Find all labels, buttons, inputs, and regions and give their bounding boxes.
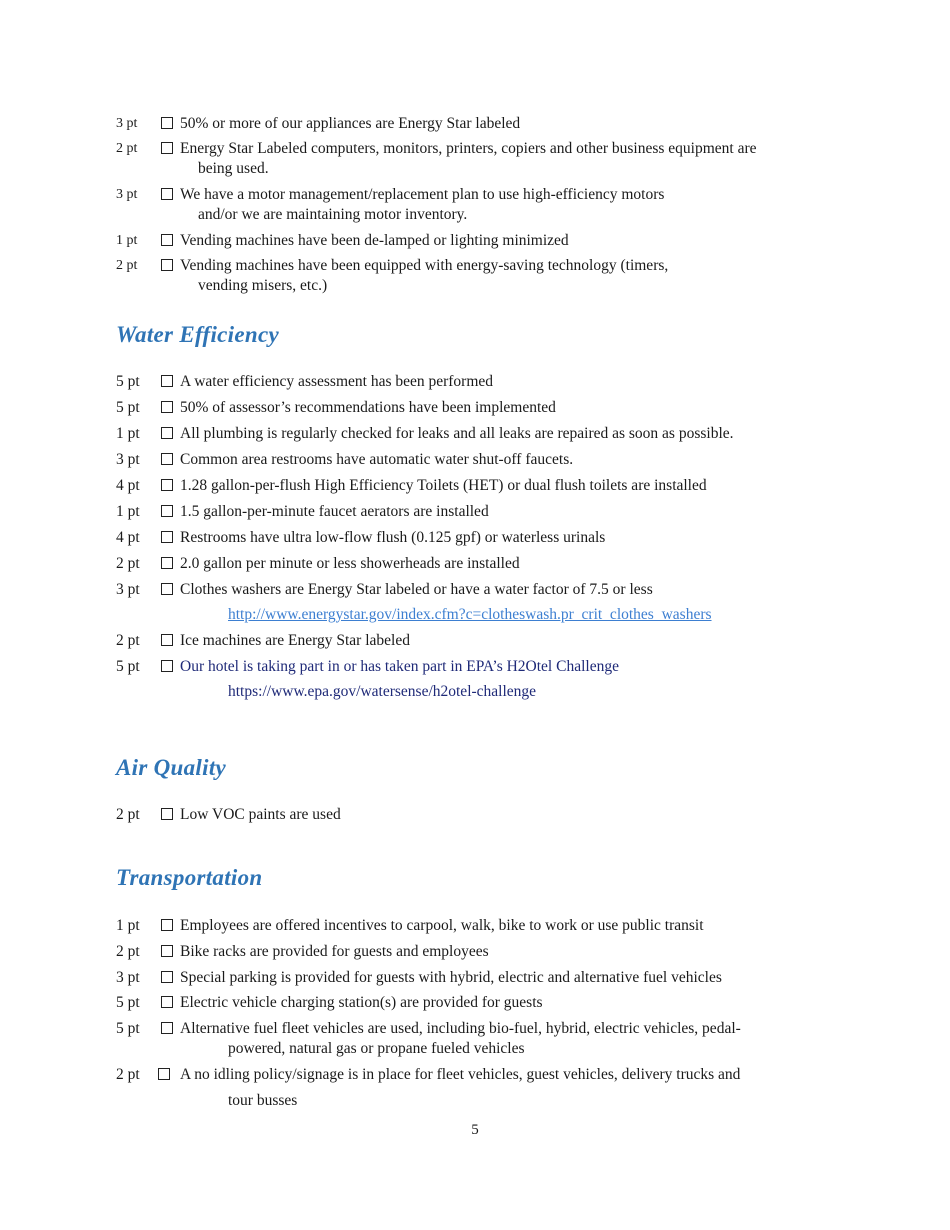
checkbox[interactable] bbox=[161, 808, 173, 820]
points-label: 2 pt bbox=[116, 1066, 140, 1083]
points-label: 5 pt bbox=[116, 658, 140, 675]
item-text: Bike racks are provided for guests and employees bbox=[180, 943, 489, 960]
item-text: A no idling policy/signage is in place for fleet vehicles, guest vehicles, delivery trucks and bbox=[180, 1066, 741, 1083]
item-text-continued: tour busses bbox=[228, 1092, 298, 1109]
item-text: 50% of assessor’s recommendations have been implemented bbox=[180, 399, 556, 416]
checkbox[interactable] bbox=[161, 375, 173, 387]
points-label: 2 pt bbox=[116, 555, 140, 572]
item-text: All plumbing is regularly checked for leaks and all leaks are repaired as soon as possible. bbox=[180, 425, 734, 442]
item-text: Energy Star Labeled computers, monitors, printers, copiers and other business equipment are bbox=[180, 140, 757, 157]
checkbox[interactable] bbox=[158, 1068, 170, 1080]
checkbox[interactable] bbox=[161, 919, 173, 931]
checkbox[interactable] bbox=[161, 660, 173, 672]
checkbox[interactable] bbox=[161, 583, 173, 595]
points-label: 1 pt bbox=[116, 503, 140, 520]
points-label: 3 pt bbox=[116, 581, 140, 598]
points-label: 2 pt bbox=[116, 806, 140, 823]
item-text: 2.0 gallon per minute or less showerheads are installed bbox=[180, 555, 520, 572]
item-text: Vending machines have been equipped with energy-saving technology (timers, bbox=[180, 257, 669, 274]
item-text: Clothes washers are Energy Star labeled or have a water factor of 7.5 or less bbox=[180, 581, 653, 598]
item-text-continued: vending misers, etc.) bbox=[198, 277, 328, 294]
points-label: 5 pt bbox=[116, 994, 140, 1011]
section-heading-air: Air Quality bbox=[116, 755, 227, 780]
energy-star-link-line bbox=[228, 605, 712, 625]
checkbox[interactable] bbox=[161, 142, 173, 154]
points-label: 5 pt bbox=[116, 373, 140, 390]
points-label: 2 pt bbox=[116, 258, 138, 273]
item-text: Ice machines are Energy Star labeled bbox=[180, 632, 410, 649]
item-text: A water efficiency assessment has been performed bbox=[180, 373, 494, 390]
item-text: Vending machines have been de-lamped or lighting minimized bbox=[180, 232, 569, 249]
item-text: Restrooms have ultra low-flow flush (0.125 gpf) or waterless urinals bbox=[180, 529, 606, 546]
item-text: Low VOC paints are used bbox=[180, 806, 341, 823]
energy-star-clothes-washers-link[interactable]: http://www.energystar.gov/index.cfm?c=clotheswash.pr_crit_clothes_washers bbox=[228, 606, 712, 623]
points-label: 1 pt bbox=[116, 425, 140, 442]
points-label: 5 pt bbox=[116, 1020, 140, 1037]
checkbox[interactable] bbox=[161, 259, 173, 271]
points-label: 3 pt bbox=[116, 116, 138, 131]
item-text-continued: and/or we are maintaining motor inventory. bbox=[198, 206, 468, 223]
item-text-continued: powered, natural gas or propane fueled vehicles bbox=[228, 1040, 525, 1057]
checkbox[interactable] bbox=[161, 401, 173, 413]
item-text: 1.5 gallon-per-minute faucet aerators are installed bbox=[180, 503, 489, 520]
item-text: Common area restrooms have automatic water shut-off faucets. bbox=[180, 451, 574, 468]
points-label: 3 pt bbox=[116, 187, 138, 202]
item-text: We have a motor management/replacement plan to use high-efficiency motors bbox=[180, 186, 665, 203]
checkbox[interactable] bbox=[161, 234, 173, 246]
page-number: 5 bbox=[471, 1122, 479, 1138]
checkbox[interactable] bbox=[161, 1022, 173, 1034]
checkbox[interactable] bbox=[161, 188, 173, 200]
points-label: 1 pt bbox=[116, 917, 140, 934]
checkbox[interactable] bbox=[161, 557, 173, 569]
points-label: 3 pt bbox=[116, 451, 140, 468]
points-label: 5 pt bbox=[116, 399, 140, 416]
points-label: 4 pt bbox=[116, 529, 140, 546]
points-label: 1 pt bbox=[116, 233, 138, 248]
section-heading-water: Water Efficiency bbox=[116, 322, 279, 347]
checkbox[interactable] bbox=[161, 996, 173, 1008]
points-label: 2 pt bbox=[116, 943, 140, 960]
checkbox[interactable] bbox=[161, 453, 173, 465]
checkbox[interactable] bbox=[161, 479, 173, 491]
item-text: 1.28 gallon-per-flush High Efficiency Toilets (HET) or dual flush toilets are installed bbox=[180, 477, 707, 494]
checkbox[interactable] bbox=[161, 531, 173, 543]
item-text: Our hotel is taking part in or has taken part in EPA’s H2Otel Challenge bbox=[180, 658, 619, 675]
points-label: 2 pt bbox=[116, 632, 140, 649]
checkbox[interactable] bbox=[161, 117, 173, 129]
checkbox[interactable] bbox=[161, 505, 173, 517]
item-text-continued: being used. bbox=[198, 160, 269, 177]
checkbox[interactable] bbox=[161, 945, 173, 957]
section-heading-transportation: Transportation bbox=[116, 865, 263, 890]
points-label: 2 pt bbox=[116, 141, 138, 156]
item-text: Employees are offered incentives to carpool, walk, bike to work or use public transit bbox=[180, 917, 704, 934]
checkbox[interactable] bbox=[161, 971, 173, 983]
item-text: 50% or more of our appliances are Energy Star labeled bbox=[180, 115, 521, 132]
item-text: Alternative fuel fleet vehicles are used, including bio-fuel, hybrid, electric vehicles, pedal- bbox=[180, 1020, 741, 1037]
checkbox[interactable] bbox=[161, 634, 173, 646]
h2otel-link[interactable]: https://www.epa.gov/watersense/h2otel-challenge bbox=[228, 683, 537, 700]
item-text: Special parking is provided for guests with hybrid, electric and alternative fuel vehicles bbox=[180, 969, 722, 986]
points-label: 3 pt bbox=[116, 969, 140, 986]
checkbox[interactable] bbox=[161, 427, 173, 439]
points-label: 4 pt bbox=[116, 477, 140, 494]
item-text: Electric vehicle charging station(s) are provided for guests bbox=[180, 994, 543, 1011]
